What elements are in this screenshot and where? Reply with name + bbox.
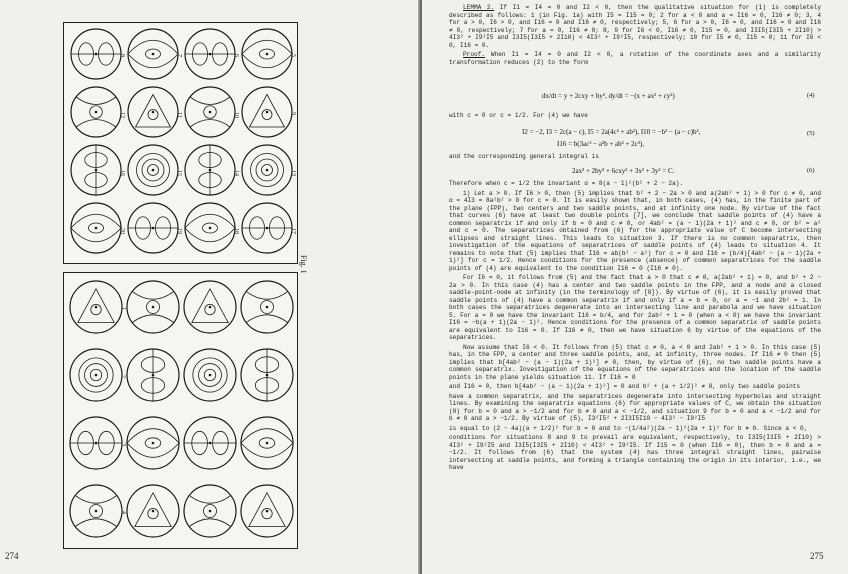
after-eq4-text — [449, 112, 821, 122]
paragraph-3: Now assume that I6 < 0. It follows from (5) that c ≠ 0, a < 0 and 2ab² + 1 > 0. In this case (5) has, in the FPP, a center and three saddle points, and, at infinity, three nodes. If I16 ≠ 0 then (5) implies that b[4ab² − (a − 1)(2a + 1)²] ≠ 0, then, by virtue of (6), no two saddle points have a common separatrix. Investigation of the equations of the separatrices and the location of the saddle points in the plane yields situation 11. If I16 = 0 — [449, 343, 821, 381]
portrait-number: 7 — [176, 54, 182, 57]
phase-portrait — [128, 203, 178, 253]
phase-portrait — [185, 203, 235, 253]
phase-portrait — [70, 417, 122, 469]
after-eq5-text — [449, 153, 821, 163]
phase-portrait — [185, 29, 235, 79]
portrait-number: 12 — [119, 112, 125, 118]
portrait-number: 11 — [176, 112, 182, 118]
paragraph-5: conditions for situations 8 and 9 to prevail are equivalent, respectively, to I3I5(I3I5 + 2I10) > 4I3² + I9²I5 and I3I5(I3I5 + 2I10) < 4I3² + I9²I5. If I15 = 0 (when I16 = 0), then b = 0 and a = −1/2. It follows from (6) that the system (4) has three integral straight lines, pairwise intersecting at saddle points, and forming a triangle containing the origin in its interior, i.e., we have — [449, 434, 821, 471]
phase-portrait — [127, 281, 179, 333]
phase-portrait — [184, 417, 236, 469]
portrait-number: 16 — [119, 170, 125, 176]
lemma-title: LEMMA 2. — [463, 4, 495, 11]
phase-portrait — [70, 485, 122, 537]
paragraph-4: have a common separatrix, and the separatrices degenerate into intersecting hyperbolas and straight lines. By examining the separatrix equations (6) for appropriate values of C, we obtain the situation (8) for b = 0 and a > −1/2 and for b ≠ 0 and a < −1/2, and situation 9 for b = 0 and a < −1/2 and for b ≠ 0 and a > −1/2. By virtue of (5), I3²I5² + 2I3I5I10 − 4I3² − I9²I5 — [449, 392, 821, 422]
after-eq5: and the corresponding general integral is — [449, 153, 599, 160]
page-number-left: 274 — [5, 551, 19, 561]
phase-portrait — [71, 145, 121, 195]
equation-5a: I2 = −2, I3 = 2c(a − c), I5 = 2a(4c² + ab²), I10 = −b² − (a − c)b², — [522, 128, 701, 136]
body-text — [449, 180, 821, 474]
phase-portrait — [128, 145, 178, 195]
proof-text: When I1 = I4 = 0 and I2 < 0, a rotation of the coordinate axes and a similarity transformation reduces (2) to the form — [449, 51, 821, 66]
phase-portrait — [242, 29, 292, 79]
portrait-number: 13 — [290, 170, 296, 176]
phase-portrait — [71, 203, 121, 253]
equation-5-number: (5) — [807, 130, 815, 137]
equation-5b: I16 = b(3ac² − a²b + ab² + 2c³), — [557, 140, 644, 148]
portrait-number: 8 — [119, 54, 125, 57]
page-number-right: 275 — [810, 551, 824, 561]
phase-portrait-grid-top — [64, 23, 297, 263]
portrait-number: 10 — [233, 112, 239, 118]
phase-portrait — [127, 417, 179, 469]
after-eq4: with c = 0 or c = 1/2. For (4) we have — [449, 112, 588, 119]
right-page — [422, 0, 848, 574]
equation-6-number: (6) — [807, 167, 815, 174]
equation-4-number: (4) — [807, 92, 815, 99]
phase-portrait-grid-bottom — [64, 273, 297, 548]
phase-portrait — [242, 87, 292, 137]
equation-6: 2ax³ + 2by³ + 6cxy² + 3x² + 3y² = C. — [572, 167, 675, 175]
portrait-number: 15 — [176, 170, 182, 176]
paragraph-4b: is equal to (2 − 4a)(a + 1/2)² for b = 0 and to −(1/4a²)(2a − 1)²(2a + 1)² for b ≠ 0. Since a < 0, — [449, 424, 808, 432]
phase-portrait — [70, 349, 122, 401]
lemma-text: If I1 = I4 = 0 and I2 < 0, then the qualitative situation for (1) is completely described as follows: 1 (in Fig. 1a) with I5 = I15 = 0; 2 for a < 0 and a = I16 = 0, I16 ≠ 0; 3, 4 for a > 0, I6 > 0, and I16 = 0 and I16 ≠ 0, respectively; 5, 6 for a > 0, I6 = 0, and I16 = 0 and I16 ≠ 0, respectively; 7 for a = 0, I16 ≠ 0; 8, 9 for I6 < 0, I16 ≠ 0, I15 = 0, and I3I5(I3I5 + 2I10) > 4I3² + I9²I5 and I3I5(I3I5 + 2I10) < 4I3² + I9²I5, respectively; 10 for I5 ≠ 0, I15 = 0; 11 for I6 < 0, I16 = 0. — [449, 4, 821, 49]
phase-portrait — [242, 203, 292, 253]
paragraph-2: For I6 = 0, it follows from (5) and the fact that a > 0 that c ≠ 0, a(2ab² + 1) = 0, and b² + 2 − 2a > 0. In this case (4) has a center and two saddle points in the FPP, and a node and a closed saddle-point-node at infinity (in the terminology of [8]). By virtue of (6), it is easily proved that saddle points of (4) have a common separatrix if and only if a = b = 0, or a = −1 and 2b² = 1. In both cases the separatrices degenerate into an intersecting line and parabola and we have situation 5. For a = 0 we have the invariant I16 = b/4, and for 2ab² + 1 = 0 (when a < 0) we have the invariant I16 = −b(a + 1)(2a − 1)². Hence conditions for the presence of a common separatrix of saddle points are equivalent to I16 = 0. If I16 ≠ 0, then we have situation 6 by virtue of the equations of the separatrices. — [449, 274, 821, 341]
portrait-number: 1 — [120, 307, 126, 310]
figure-top-panel — [63, 22, 298, 264]
phase-portrait — [127, 485, 179, 537]
phase-portrait — [184, 485, 236, 537]
after-eq6: Therefore when c = 1/2 the invariant α = 8(a − 1)²(b² + 2 − 2a). — [449, 180, 684, 187]
portrait-number: 9 — [290, 112, 296, 115]
portrait-number: 20 — [119, 228, 125, 234]
portrait-number: 4 — [120, 511, 126, 514]
phase-portrait — [128, 29, 178, 79]
portrait-number: 2 — [120, 375, 126, 378]
phase-portrait — [241, 349, 293, 401]
phase-portrait — [185, 145, 235, 195]
lemma-block — [449, 4, 821, 68]
proof-title: Proof. — [463, 51, 485, 58]
phase-portrait — [242, 145, 292, 195]
portrait-number: 3 — [120, 443, 126, 446]
phase-portrait — [241, 485, 293, 537]
portrait-number: 6 — [233, 54, 239, 57]
phase-portrait — [241, 417, 293, 469]
phase-portrait — [128, 87, 178, 137]
paragraph-3b: and I16 = 0, then b[4ab² − (a − 1)(2a + 1)²] = 0 and b² + (a + 1/2)² ≠ 0, only two saddle points — [449, 383, 801, 390]
phase-portrait — [71, 87, 121, 137]
portrait-number: 18 — [233, 228, 239, 234]
phase-portrait — [127, 349, 179, 401]
phase-portrait — [184, 281, 236, 333]
portrait-number: 17 — [290, 228, 296, 234]
phase-portrait — [241, 281, 293, 333]
phase-portrait — [185, 87, 235, 137]
left-page — [0, 0, 420, 574]
portrait-number: 14 — [233, 170, 239, 176]
portrait-number: 5 — [290, 54, 296, 57]
figure-bottom-panel — [63, 272, 298, 549]
figure-label: Fig. 1 — [299, 255, 308, 274]
paragraph-1: 1) Let a > 0. If I6 > 0, then (5) implies that b² + 2 − 2a > 0 and a(2ab² + 1) > 0 for c ≠ 0, and α = 4I3 = 8a²b² > 0 for c = 0. It is easily shown that, in both cases, (4) has, in the finite part of the plane (FPP), two centers and two saddle points, and at infinity one node. By virtue of the fact that curves (6) have at least two double points [7], we conclude that saddle points of (4) have a common separatrix if and only if b = 0 and c ≠ 0, or 4ab² = (a − 1)(2a + 1)² and c ≠ 0, or b² = a² and c = 0. The separatrices obtained from (6) for the appropriate value of C become intersecting ellipses and straight lines. This leads to situation 3. If there is no common separatrix, then investigation of the equations of separatrices of saddle points of (4) leads to situation 4. It remains to note that (5) implies that I16 = ab(b² − a²) for c = 0 and I16 = (b/4)[4ab² − (a − 1)(2a + 1)²] for c = 1/2. Hence conditions for the presence (absence) of common separatrices for the saddle points of (4) are equivalent to the condition I16 = 0 (I16 ≠ 0). — [449, 189, 821, 272]
phase-portrait — [184, 349, 236, 401]
portrait-number: 19 — [176, 228, 182, 234]
equation-4: dx/dt = y + 2cxy + by², dy/dt = −(x + ax² + cy²) — [542, 92, 675, 100]
phase-portrait — [70, 281, 122, 333]
phase-portrait — [71, 29, 121, 79]
